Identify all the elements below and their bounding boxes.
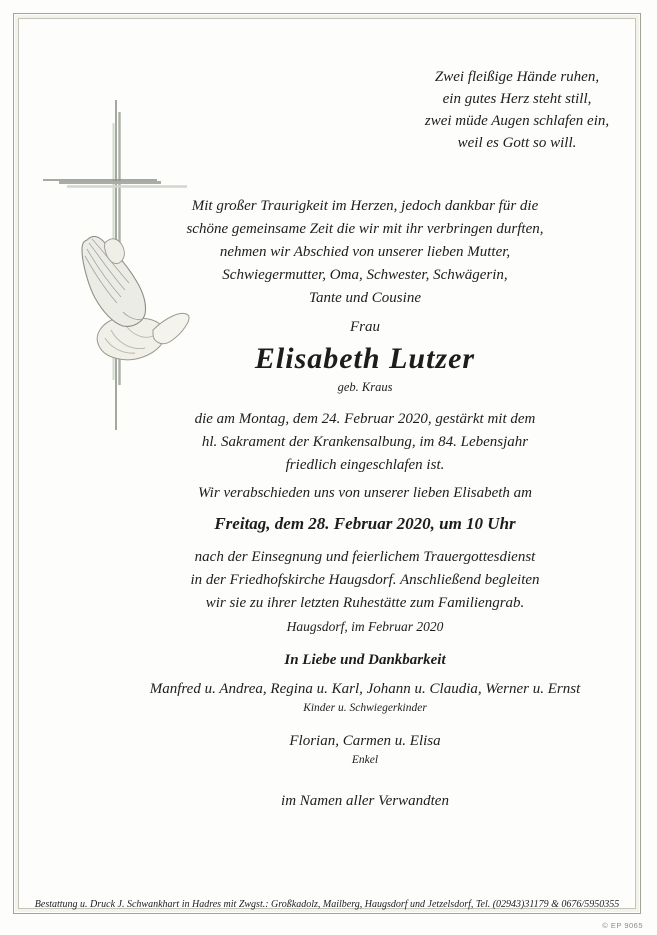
- funeral-details-line: nach der Einsegnung und feierlichem Trauergottesdienst: [194, 549, 536, 565]
- farewell-line: Wir verabschieden uns von unserer lieben Elisabeth am: [198, 485, 532, 501]
- intro-paragraph: [80, 195, 650, 310]
- mourner-names: Manfred u. Andrea, Regina u. Karl, Johann u. Claudia, Werner u. Ernst: [149, 681, 581, 697]
- memorial-poem: [412, 66, 622, 154]
- death-notice-line: friedlich eingeschlafen ist.: [285, 457, 445, 473]
- print-code: © EP 9065: [602, 921, 643, 930]
- poem-line: Zwei fleißige Hände ruhen,: [434, 69, 600, 85]
- funeral-home-footer: Bestattung u. Druck J. Schwankhart in Hadres mit Zwgst.: Großkadolz, Mailberg, Haugsdorf und Jetzelsdorf, Tel. (02943)31179 & 0676/5950355: [34, 899, 620, 910]
- maiden-name: geb. Kraus: [337, 380, 393, 394]
- intro-line: Tante und Cousine: [309, 290, 421, 306]
- place-and-date: Haugsdorf, im Februar 2020: [286, 619, 444, 634]
- poem-line: ein gutes Herz steht still,: [442, 91, 592, 107]
- funeral-datetime: Freitag, dem 28. Februar 2020, um 10 Uhr: [214, 514, 516, 533]
- deceased-name: Elisabeth Lutzer: [254, 342, 476, 375]
- salutation: Frau: [350, 319, 380, 335]
- intro-line: schöne gemeinsame Zeit die wir mit ihr verbringen durften,: [186, 221, 544, 237]
- mourner-relation: Kinder u. Schwiegerkinder: [303, 702, 427, 714]
- death-notice-line: hl. Sakrament der Krankensalbung, im 84. Lebensjahr: [201, 434, 529, 450]
- intro-line: Mit großer Traurigkeit im Herzen, jedoch dankbar für die: [191, 198, 539, 214]
- poem-line: zwei müde Augen schlafen ein,: [424, 113, 610, 129]
- death-notice-paragraph: [80, 408, 650, 477]
- obituary-body: [80, 195, 650, 813]
- intro-line: Schwiegermutter, Oma, Schwester, Schwägerin,: [222, 267, 508, 283]
- funeral-details-line: in der Friedhofskirche Haugsdorf. Anschließend begleiten: [190, 572, 540, 588]
- mourner-group: [80, 678, 650, 716]
- mourner-relation: Enkel: [351, 754, 379, 766]
- funeral-details-paragraph: [80, 546, 650, 615]
- funeral-details-line: wir sie zu ihrer letzten Ruhestätte zum Familiengrab.: [205, 595, 525, 611]
- poem-line: weil es Gott so will.: [457, 135, 577, 151]
- death-notice-line: die am Montag, dem 24. Februar 2020, gestärkt mit dem: [194, 411, 536, 427]
- intro-line: nehmen wir Abschied von unserer lieben Mutter,: [219, 244, 511, 260]
- mourner-group: [80, 730, 650, 768]
- relatives-note: im Namen aller Verwandten: [281, 793, 449, 809]
- closing-line: In Liebe und Dankbarkeit: [284, 652, 446, 668]
- mourner-names: Florian, Carmen u. Elisa: [289, 733, 441, 749]
